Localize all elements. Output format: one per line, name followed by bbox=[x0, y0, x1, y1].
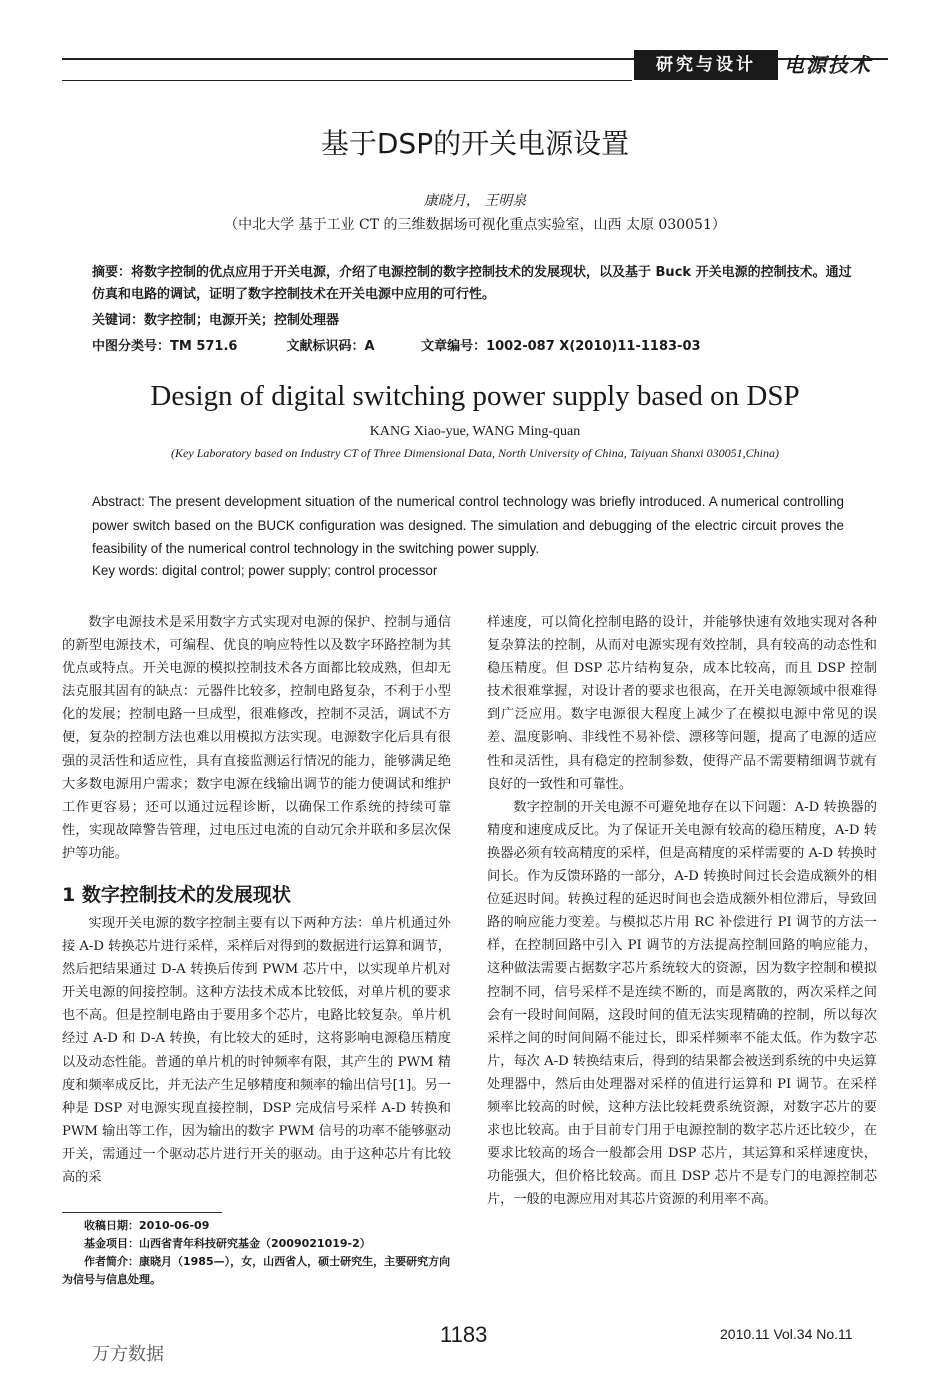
left-column-intro bbox=[62, 611, 451, 865]
section-1-paragraph: 实现开关电源的数字控制主要有以下两种方法：单片机通过外接 A-D 转换芯片进行采样，采样后对得到的数据进行运算和调节，然后把结果通过 D-A 转换后传到 PWM 芯片中，以实现单片机对开关电源的间接控制。这种方法技术成本比较低，对单片机的要求也不高。但是控制电路由于要用多个芯片，电路比较复杂。单片机经过 A-D 和 D-A 转换，有比较大的延时，这将影响电源稳压精度以及动态性能。普通的单片机的时钟频率有限，其产生的 PWM 精度和频率成反比，并无法产生足够精度和频率的输出信号[1]。另一种是 DSP 对电源实现直接控制，DSP 完成信号采样 A-D 转换和 PWM 输出等工作，因为输出的数字 PWM 信号的功率不能够驱动开关，需通过一个驱动芯片进行开关的驱动。由于这种芯片有比较高的采 bbox=[62, 916, 451, 1186]
title-cn: 基于DSP的开关电源设置 bbox=[320, 127, 630, 160]
intro-paragraph: 数字电源技术是采用数字方式实现对电源的保护、控制与通信的新型电源技术，可编程、优良的响应特性以及数字环路控制为其优点或特点。开关电源的模拟控制技术各方面都比较成熟，但却无法克服其固有的缺点：元器件比较多，控制电路复杂，不利于小型化的发展；控制电路一旦成型，很难修改，控制不灵活，调试不方便，复杂的控制方法也难以用模拟方法实现。电源数字化后具有很强的灵活性和适应性，具有直接监测运行情况的能力，能够满足绝大多数电源用户需求；数字电源在线输出调节的能力使调试和维护工作更容易；还可以通过远程诊断，以确保工作系统的持续可靠性，实现故障警告管理，过电压过电流的自动冗余并联和多层次保护等功能。 bbox=[62, 615, 451, 861]
right-paragraph-2: 数字控制的开关电源不可避免地存在以下问题：A-D 转换器的精度和速度成反比。为了保证开关电源有较高的稳压精度，A-D 转换器必须有较高精度的采样，但是高精度的采样需要的 A-D 转换时间长。作为反馈环路的一部分，A-D 转换时间过长会造成额外的相位延迟时间。转换过程的延迟时间也会造成额外相位滞后，导致回路的响应能力变差。与模拟芯片用 RC 补偿进行 PI 调节的方法一样，在控制回路中引入 PI 调节的方法提高控制回路的响应能力，这种做法需要占据数字芯片系统较大的资源，因为数字控制和模拟控制不同，信号采样不是连续不断的，而是离散的，两次采样之间会有一段时间间隔，这段时间的值无法实现精确的控制，所以每次采样之间的时间间隔不能过长，即采样频率不能太低。作为数字芯片，每次 A-D 转换结束后，得到的结果都会被送到系统的中央运算处理器中，然后由处理器对采样的值进行运算和 PI 调节。在采样频率比较高的时候，这种方法比较耗费系统资源，对数字芯片的要求也比较高。由于目前专门用于电源控制的数字芯片还比较少，在要求比较高的场合一般都会用 DSP 芯片，其运算和采样速度快，功能强大，但价格比较高。而且 DSP 芯片不是专门的电源控制芯片，一般的电源应用对其芯片资源的利用率不高。 bbox=[487, 799, 877, 1208]
affiliation-cn: （中北大学 基于工业 CT 的三维数据场可视化重点实验室，山西 太原 030051） bbox=[224, 217, 726, 233]
footnote-received: 收稿日期：2010-06-09 bbox=[84, 1219, 210, 1232]
abstract-cn: 摘要：将数字控制的优点应用于开关电源，介绍了电源控制的数字控制技术的发展现状，以及基于 Buck 开关电源的控制技术。通过仿真和电路的调试，证明了数字控制技术在开关电源中应用的可行性。 bbox=[92, 265, 852, 302]
footnotes bbox=[62, 1217, 452, 1289]
abstract-en: Abstract: The present development situation of the numerical control technology was briefly introduced. A numerical controlling power switch based on the BUCK configuration was designed. The simulation and debugging of the electric circuit proves the feasibility of the numerical control technology in the switching power supply. bbox=[92, 494, 844, 556]
keywords-cn: 关键词：数字控制；电源开关；控制处理器 bbox=[92, 313, 340, 328]
left-column-section1 bbox=[62, 912, 451, 1189]
header-subrule bbox=[62, 80, 632, 81]
issue-info: 2010.11 Vol.34 No.11 bbox=[720, 1326, 853, 1342]
section-1-heading: 1 数字控制技术的发展现状 bbox=[62, 884, 291, 906]
journal-name: 电源技术 bbox=[784, 53, 872, 77]
clc-number: 中图分类号：TM 571.6 bbox=[92, 339, 238, 354]
keywords-en: Key words: digital control; power supply; control processor bbox=[92, 563, 438, 578]
page-number: 1183 bbox=[440, 1322, 488, 1347]
right-paragraph-1: 样速度，可以简化控制电路的设计，并能够快速有效地实现对各种复杂算法的控制，从而对电源实现有效控制，具有较高的动态性和稳压精度。但 DSP 芯片结构复杂，成本比较高，而且 DSP 控制技术很难掌握，对设计者的要求也很高，在开关电源领域中很难得到广泛应用。数字电源很大程度上减少了在模拟电源中常见的误差、温度影响、非线性不易补偿、漂移等问题，提高了电源的适应性和灵活性，具有稳定的控制参数，使得产品不需要精细调节就有良好的一致性和可靠性。 bbox=[487, 615, 877, 792]
article-number: 文章编号：1002-087 X(2010)11-1183-03 bbox=[421, 339, 701, 354]
footnote-rule bbox=[62, 1212, 222, 1213]
classification-row bbox=[92, 336, 862, 358]
authors-cn: 康晓月， 王明泉 bbox=[423, 193, 527, 209]
affiliation-en: (Key Laboratory based on Industry CT of Three Dimensional Data, North University of China, Taiyuan Shanxi 030051,China) bbox=[171, 446, 779, 460]
title-en: Design of digital switching power supply based on DSP bbox=[150, 380, 800, 412]
footnote-author-bio: 作者简介：康晓月（1985—），女，山西省人，硕士研究生，主要研究方向为信号与信息处理。 bbox=[62, 1255, 451, 1286]
authors-en: KANG Xiao-yue, WANG Ming-quan bbox=[369, 424, 581, 439]
section-label: 研究与设计 bbox=[634, 50, 778, 80]
footnote-fund: 基金项目：山西省青年科技研究基金（2009021019-2） bbox=[84, 1237, 371, 1250]
right-column bbox=[487, 611, 877, 1211]
watermark: 万方数据 bbox=[92, 1344, 164, 1365]
document-code: 文献标识码：A bbox=[286, 339, 375, 354]
